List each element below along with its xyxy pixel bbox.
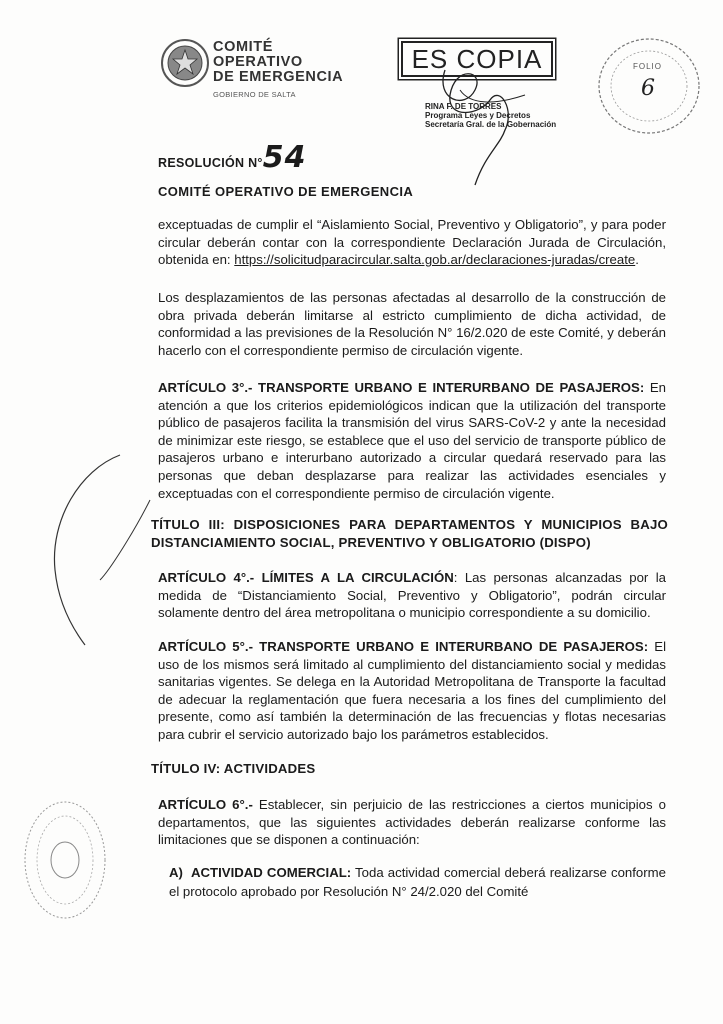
margin-annotation-mark — [40, 450, 160, 650]
item-a — [169, 863, 666, 901]
paragraph-1 — [158, 216, 666, 269]
paragraph-1-text: exceptuadas de cumplir el “Aislamiento Social, Preventivo y Obligatorio”, y para poder circular deberán contar con la correspondiente Declaración Jurada de Circulación, obtenida en: — [158, 217, 666, 268]
item-a-letter: A) — [169, 865, 183, 880]
org-name — [213, 40, 343, 102]
titulo-3-heading: TÍTULO III: DISPOSICIONES PARA DEPARTAMENTOS Y MUNICIPIOS BAJO DISTANCIAMIENTO SOCIAL, PREVENTIVO Y OBLIGATORIO (DISPO) — [151, 517, 668, 550]
article-6-title: ARTÍCULO 6°.- — [158, 797, 253, 812]
resolution-number — [158, 140, 307, 175]
article-3-text: En atención a que los criterios epidemiológicos indican que la utilización del transporte público de pasajeros facilita la transmisión del virus SARS-CoV-2 y ante la necesidad de minimizar este riesgo, se establece que el uso del servicio de transporte público de pasajeros urbano e interurbano autorizado a circular quedará reservado para las personas que deban desplazarse para realizar las actividades esenciales y exceptuadas con el correspondiente permiso de circulación vigente. — [158, 380, 666, 501]
folio-seal — [593, 32, 705, 140]
article-4-text: : Las personas alcanzadas por la medida de “Distanciamiento Social, Preventivo y Obligatorio”, podrán circular solamente dentro del área metropolitana o municipio correspondiente a su domicilio. — [158, 570, 666, 621]
signature-name: RINA F. DE TORRES — [425, 102, 502, 111]
article-3-title: ARTÍCULO 3°.- TRANSPORTE URBANO E INTERURBANO DE PASAJEROS: — [158, 380, 645, 395]
org-line1: COMITÉ — [213, 39, 273, 55]
declaration-link[interactable]: https://solicitudparacircular.salta.gob.ar/declaraciones-juradas/create — [234, 252, 636, 268]
article-4-title: ARTÍCULO 4°.- LÍMITES A LA CIRCULACIÓN — [158, 570, 454, 585]
resolution-value: 54 — [262, 140, 307, 175]
item-a-title: ACTIVIDAD COMERCIAL: — [191, 865, 352, 880]
article-3 — [158, 379, 666, 502]
article-6-text: Establecer, sin perjuicio de las restricciones a ciertos municipios o departamentos, que las siguientes actividades deberán realizarse conforme las limitaciones que se disponen a continuación: — [158, 797, 666, 848]
signature-line2: Programa Leyes y Decretos — [425, 111, 531, 120]
issuer-heading: COMITÉ OPERATIVO DE EMERGENCIA — [158, 184, 414, 199]
folio-number: 6 — [641, 76, 655, 101]
article-5-text: El uso de los mismos será limitado al cumplimiento del distanciamiento social y medidas sanitarias vigentes. Se delega en la Autoridad Metropolitana de Transporte la facultad de adecuar la reglamentación que fuera necesaria a los fines del cumplimiento del presente, como así también la determinación de las frecuencias y flotas necesarias para cubrir el servicio autorizado bajo los parámetros establecidos. — [158, 639, 666, 742]
article-5-title: ARTÍCULO 5°.- TRANSPORTE URBANO E INTERURBANO DE PASAJEROS: — [158, 639, 649, 654]
resolution-label: RESOLUCIÓN N° — [158, 156, 263, 170]
article-5 — [158, 638, 666, 744]
signature-block — [425, 102, 556, 129]
article-4 — [158, 569, 666, 622]
copy-stamp: ES COPIA — [401, 41, 553, 77]
emblem-logo — [160, 38, 210, 88]
org-subtitle: GOBIERNO DE SALTA — [213, 90, 296, 99]
titulo-4-heading: TÍTULO IV: ACTIVIDADES — [151, 761, 316, 776]
item-a-text: Toda actividad comercial deberá realizarse conforme el protocolo aprobado por Resolución N° 24/2.020 del Comité — [169, 865, 666, 899]
signature-line3: Secretaría Gral. de la Gobernación — [425, 120, 557, 129]
article-6 — [158, 796, 666, 849]
org-line3: DE EMERGENCIA — [213, 69, 344, 85]
org-line2: OPERATIVO — [213, 54, 303, 70]
paragraph-1-end: . — [635, 252, 639, 268]
government-seal — [20, 795, 110, 925]
paragraph-2: Los desplazamientos de las personas afectadas al desarrollo de la construcción de obra privada deberán limitarse al estricto cumplimiento de dicha actividad, de conformidad a las previsiones de la Resolución N° 16/2.020 de este Comité, y deberán hacerlo con el correspondiente permiso de circulación vigente. — [158, 290, 666, 358]
folio-label: FOLIO — [633, 62, 663, 71]
